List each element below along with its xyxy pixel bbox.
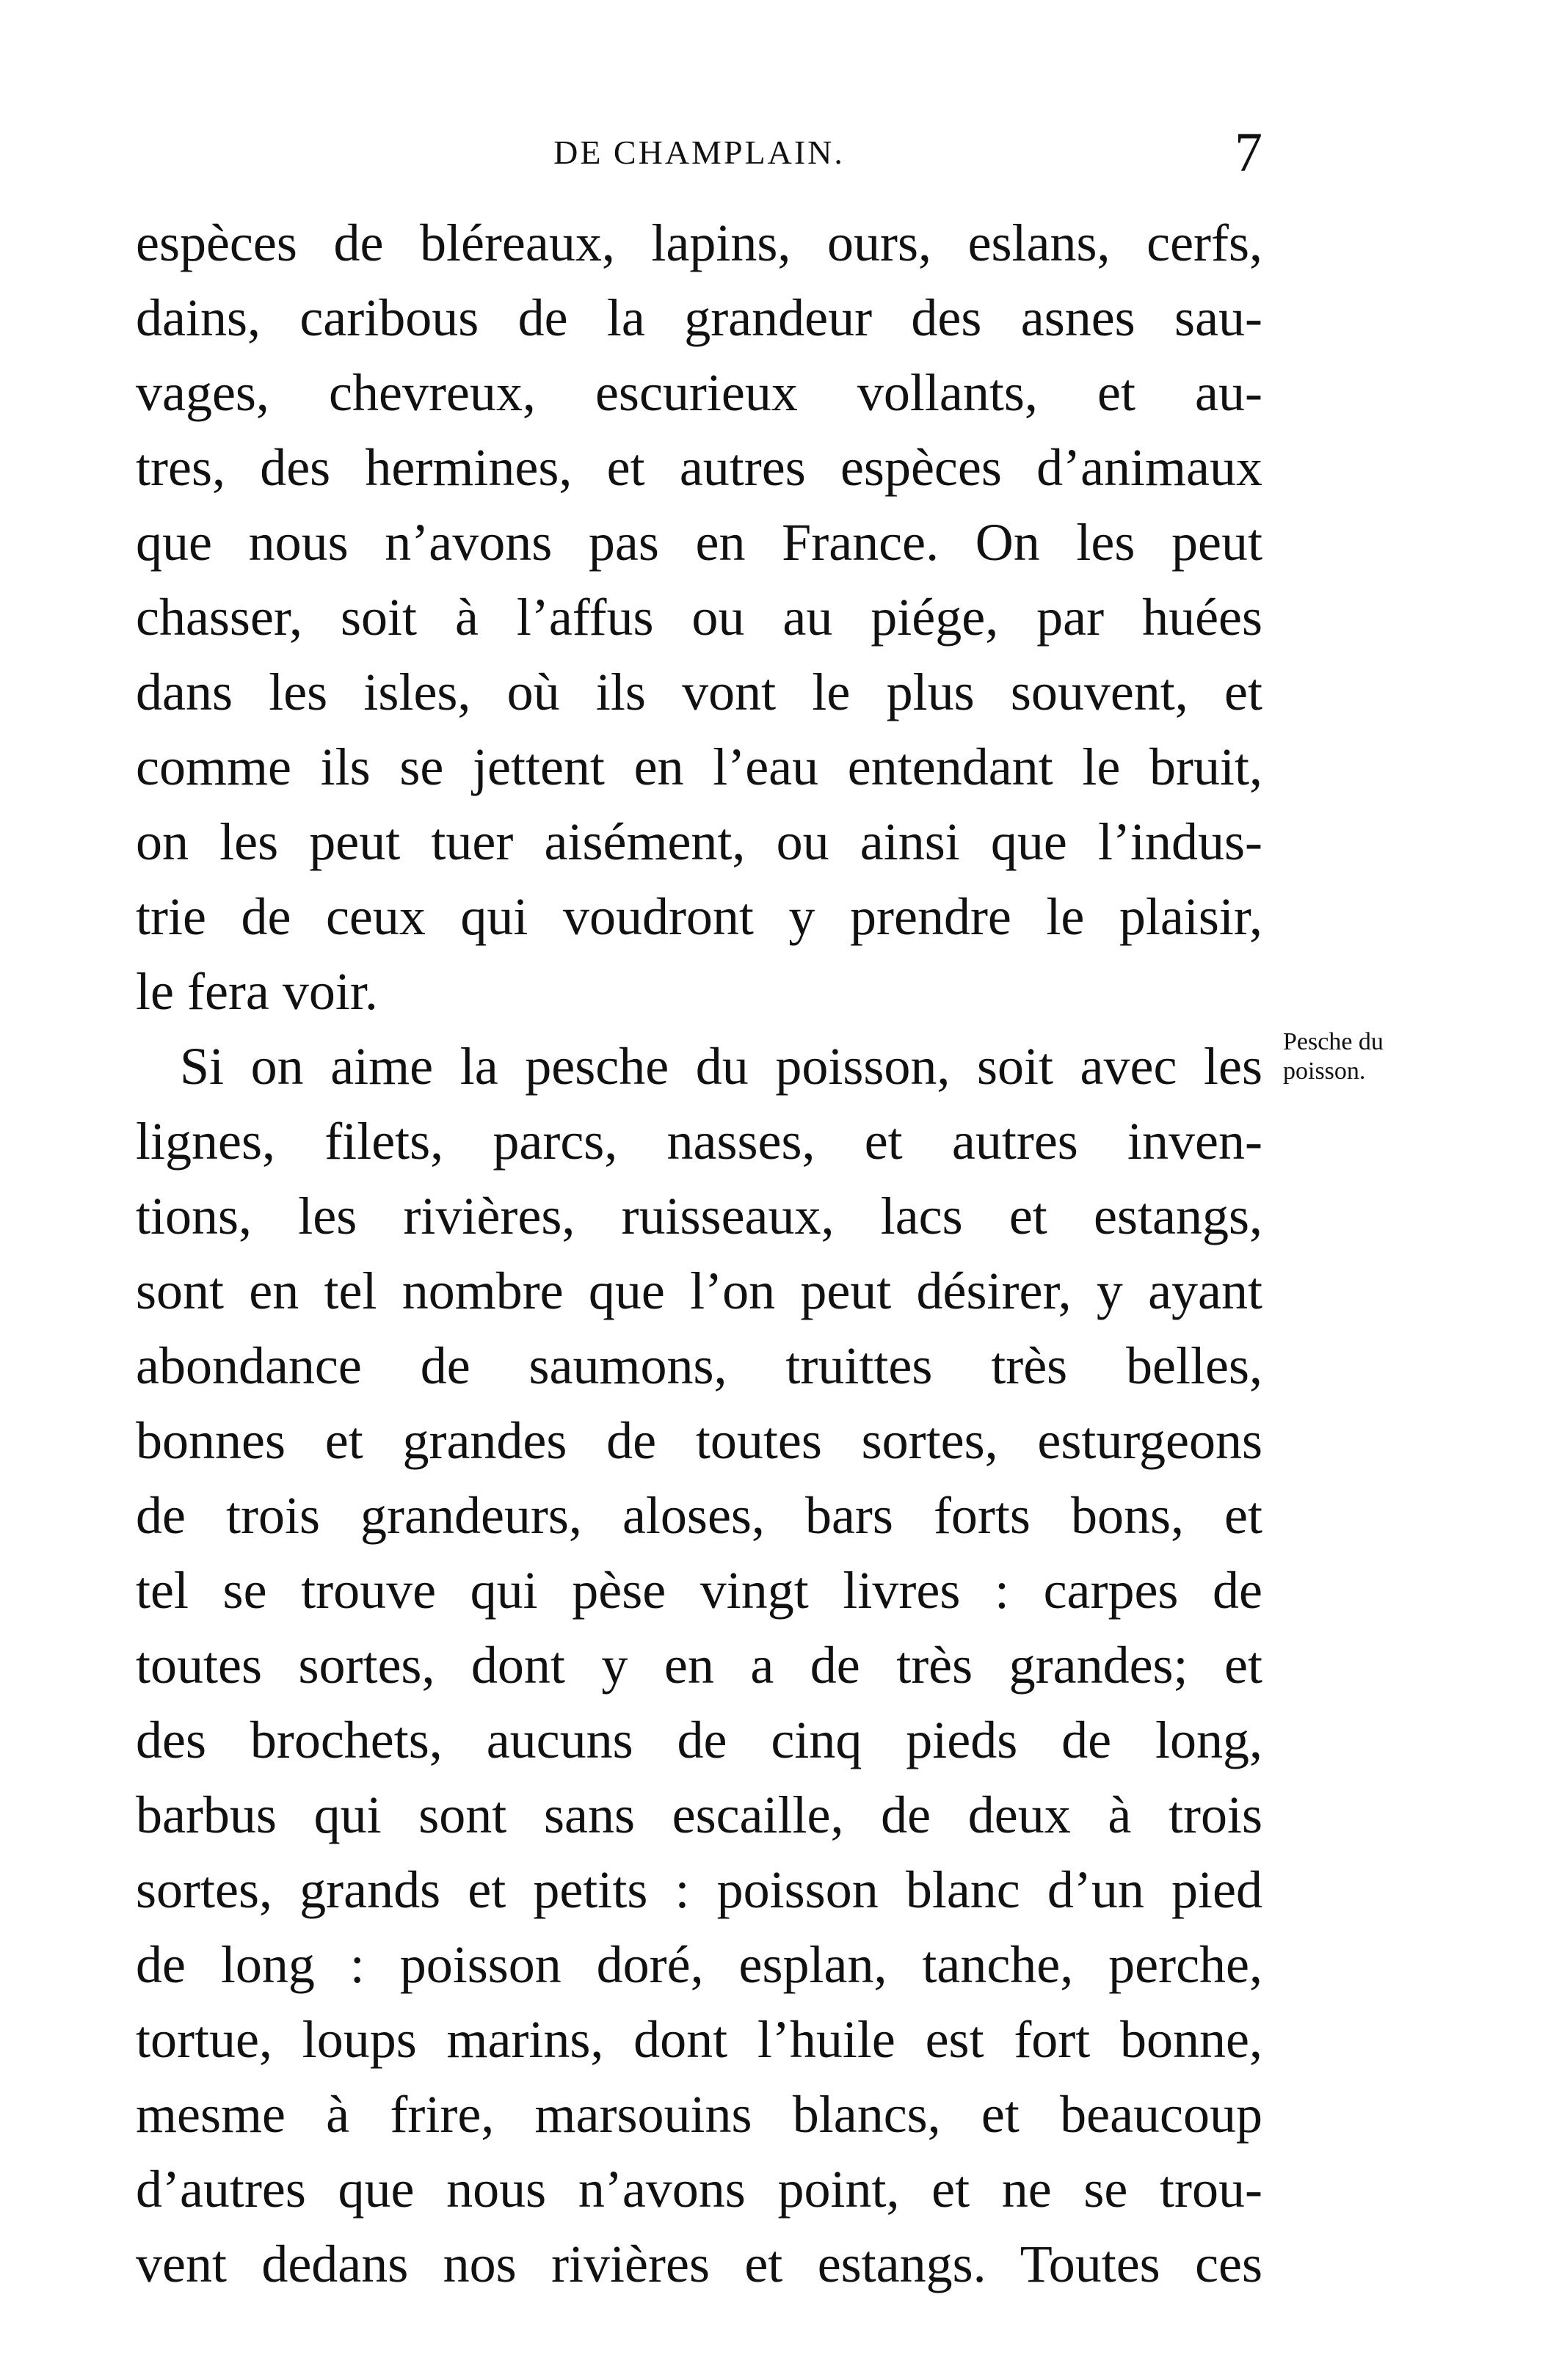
text-line: lignes, filets, parcs, nasses, et autres inven- — [136, 1112, 1262, 1171]
text-line: tortue, loups marins, dont l’huile est fort bonne, — [136, 2010, 1262, 2069]
text-line: abondance de saumons, truittes très belles, — [136, 1336, 1262, 1395]
text-line: bonnes et grandes de toutes sortes, esturgeons — [136, 1411, 1262, 1470]
text-line: tres, des hermines, et autres espèces d’animaux — [136, 438, 1262, 497]
marginal-note-line: poisson. — [1283, 1058, 1366, 1085]
text-line: comme ils se jettent en l’eau entendant le bruit, — [136, 738, 1262, 796]
text-line: toutes sortes, dont y en a de très grandes; et — [136, 1636, 1262, 1695]
text-line: dains, caribous de la grandeur des asnes sau- — [136, 288, 1262, 347]
text-line: le fera voir. — [136, 962, 378, 1021]
text-line: de long : poisson doré, esplan, tanche, perche, — [136, 1935, 1262, 1994]
text-line: tions, les rivières, ruisseaux, lacs et estangs, — [136, 1187, 1262, 1245]
text-line: Si on aime la pesche du poisson, soit avec les — [180, 1037, 1262, 1096]
text-line: vent dedans nos rivières et estangs. Toutes ces — [136, 2235, 1262, 2293]
text-line: des brochets, aucuns de cinq pieds de long, — [136, 1711, 1262, 1769]
marginal-note-line: Pesche du — [1283, 1028, 1384, 1055]
text-line: vages, chevreux, escurieux vollants, et au- — [136, 363, 1262, 422]
body-text — [136, 205, 1262, 2301]
text-line: d’autres que nous n’avons point, et ne se trou- — [136, 2160, 1262, 2219]
running-title: DE CHAMPLAIN. — [553, 134, 845, 171]
text-line: on les peut tuer aisément, ou ainsi que l’indus- — [136, 812, 1262, 871]
marginal-note — [1283, 1027, 1474, 1086]
text-line: tel se trouve qui pèse vingt livres : carpes de — [136, 1561, 1262, 1620]
text-line: espèces de bléreaux, lapins, ours, eslans, cerfs, — [136, 214, 1262, 272]
text-line: mesme à frire, marsouins blancs, et beaucoup — [136, 2085, 1262, 2144]
text-line: dans les isles, où ils vont le plus souvent, et — [136, 663, 1262, 721]
text-line: sortes, grands et petits : poisson blanc d’un pied — [136, 1860, 1262, 1919]
text-line: de trois grandeurs, aloses, bars forts bons, et — [136, 1486, 1262, 1545]
text-line: trie de ceux qui voudront y prendre le plaisir, — [136, 887, 1262, 946]
page-number: 7 — [1235, 122, 1262, 183]
text-line: barbus qui sont sans escaille, de deux à trois — [136, 1786, 1262, 1844]
text-line: sont en tel nombre que l’on peut désirer, y ayant — [136, 1262, 1262, 1320]
text-line: chasser, soit à l’affus ou au piége, par huées — [136, 588, 1262, 647]
running-head — [136, 123, 1262, 182]
text-line: que nous n’avons pas en France. On les peut — [136, 513, 1262, 572]
